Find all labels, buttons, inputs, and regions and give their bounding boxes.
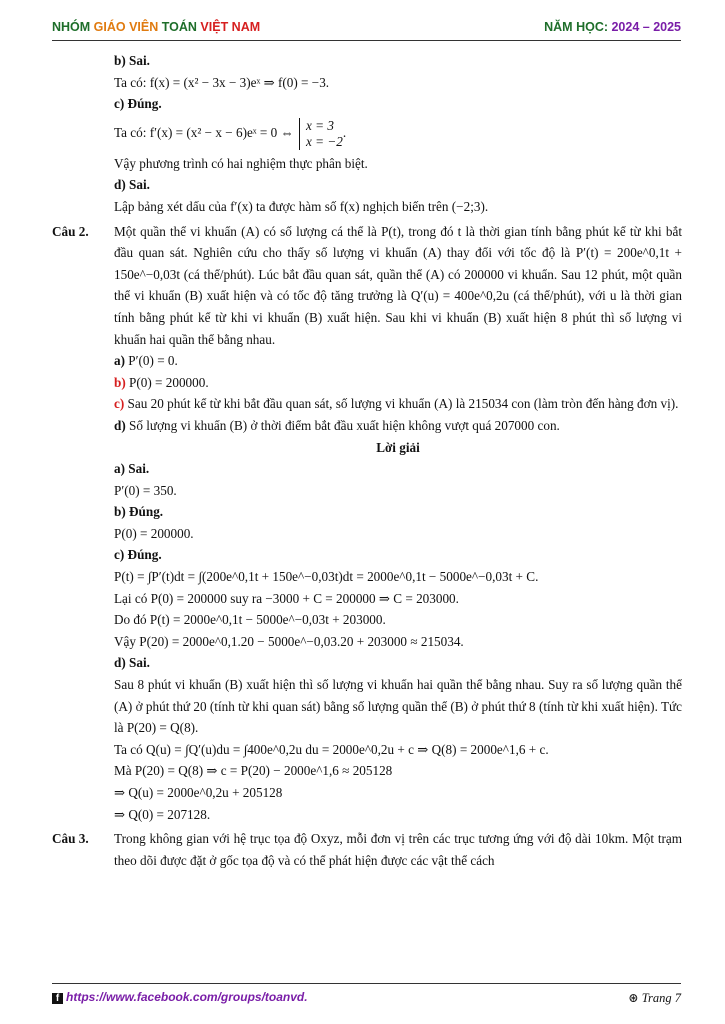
page-header xyxy=(52,20,681,40)
solution-bracket xyxy=(299,118,343,150)
header-school-year xyxy=(544,20,681,34)
answer-label: c) Đúng. xyxy=(114,547,162,563)
option-label: d) xyxy=(114,417,126,433)
page-number-text: Trang 7 xyxy=(641,991,681,1005)
math-line: Ta có: f(x) = (x² − 3x − 3)eˣ ⇒ f(0) = −3. xyxy=(114,74,330,90)
option-text: P′(0) = 0. xyxy=(128,353,178,369)
header-text: NHÓM xyxy=(52,20,94,34)
option-label: a) xyxy=(114,353,125,369)
option-label: b) xyxy=(114,374,126,390)
option-b xyxy=(114,372,682,394)
answer-label: d) Sai. xyxy=(114,177,150,193)
facebook-group-link[interactable]: https://www.facebook.com/groups/toanvd. xyxy=(66,990,308,1004)
root: x = 3 xyxy=(306,117,334,133)
question-3 xyxy=(52,828,682,871)
math-line: P(t) = ∫P′(t)dt = ∫(200e^0,1t + 150e^−0,03t)dt = 2000e^0,1t − 5000e^−0,03t + C. xyxy=(114,569,539,585)
math-line: Vậy P(20) = 2000e^0,1.20 − 5000e^−0,03.20 + 203000 ≈ 215034. xyxy=(114,633,464,649)
solution-heading: Lời giải xyxy=(376,439,420,455)
math-line: Ta có: f′(x) = (x² − x − 6)eˣ = 0 ⇔ x = 3 x = −2 . xyxy=(114,117,347,149)
question-text: Một quần thể vi khuẩn (A) có số lượng cá thể là P(t), trong đó t là thời gian tính bằng phút kể từ khi bắt đầu quan sát. Nghiên cứu cho thấy số lượng vi khuẩn (A) thay đổi với tốc độ là P′(t) = 200e^0,1t + 150e^−0,03t (cá thể/phút). Lúc bắt đầu quan sát, quần thể (A) có 200000 vi khuẩn. Sau 12 phút, một quần thể vi khuẩn (B) xuất hiện và có tốc độ tăng trưởng là Q′(u) = 400e^0,2u (cá thể/phút), với u là thời gian tính bằng phút kể từ khi vi khuẩn (B) xuất hiện. Sau khi vi khuẩn (B) xuất hiện 8 phút thì số lượng vi khuẩn hai quần thể bằng nhau. xyxy=(114,223,682,347)
header-text: VIỆT NAM xyxy=(200,20,261,34)
math-line: P(0) = 200000. xyxy=(114,525,194,541)
math-line: ⇒ Q(u) = 2000e^0,2u + 205128 xyxy=(114,785,283,800)
math-line: ⇒ Q(0) = 207128. xyxy=(114,806,211,822)
option-d xyxy=(114,415,682,437)
option-text: P(0) = 200000. xyxy=(129,374,209,390)
math-line: Do đó P(t) = 2000e^0,1t − 5000e^−0,03t + 203000. xyxy=(114,612,386,628)
header-divider xyxy=(52,40,681,41)
header-text: NĂM HỌC: xyxy=(544,20,612,34)
text-line: Sau 8 phút vi khuẩn (B) xuất hiện thì số lượng vi khuẩn hai quần thể bằng nhau. Suy ra số lượng quần thể (A) ở phút thứ 20 (tính từ khi quan sát) bằng số lượng quần thể (B) ở phút thứ 8 (tính từ khi xuất hiện). Tức là P(20) = Q(8). xyxy=(114,677,682,736)
math-line: Lại có P(0) = 200000 suy ra −3000 + C = 200000 ⇒ C = 203000. xyxy=(114,590,459,606)
page-content xyxy=(52,50,682,871)
text-line: Vậy phương trình có hai nghiệm thực phân biệt. xyxy=(114,155,368,171)
question-label: Câu 2. xyxy=(52,223,89,239)
answer-label: c) Đúng. xyxy=(114,96,162,112)
header-group-name xyxy=(52,20,260,34)
header-text: TOÁN xyxy=(161,20,201,34)
math-text: Ta có: f′(x) = (x² − x − 6)eˣ = 0 ⇔ xyxy=(114,124,294,140)
question-label: Câu 3. xyxy=(52,831,89,847)
math-line: P′(0) = 350. xyxy=(114,482,177,498)
text-line: Lập bảng xét dấu của f′(x) ta được hàm số f(x) nghịch biến trên (−2;3). xyxy=(114,198,489,214)
header-text: 2024 – 2025 xyxy=(611,20,681,34)
header-text: GIÁO VIÊN xyxy=(93,20,162,34)
math-line: Ta có Q(u) = ∫Q′(u)du = ∫400e^0,2u du = 2000e^0,2u + c ⇒ Q(8) = 2000e^1,6 + c. xyxy=(114,741,549,757)
option-text: Số lượng vi khuẩn (B) ở thời điểm bắt đầu xuất hiện không vượt quá 207000 con. xyxy=(129,417,560,433)
option-label: c) xyxy=(114,396,125,412)
option-text: Sau 20 phút kể từ khi bắt đầu quan sát, số lượng vi khuẩn (A) là 215034 con (làm tròn đến hàng đơn vị). xyxy=(127,396,679,412)
facebook-icon: f xyxy=(52,993,63,1004)
footer-divider xyxy=(52,983,681,984)
question-2 xyxy=(52,221,682,351)
question-text: Trong không gian với hệ trục tọa độ Oxyz, mỗi đơn vị trên các trục tương ứng với độ dài 10km. Một trạm theo dõi được đặt ở gốc tọa độ và có thể phát hiện được các vật thể cách xyxy=(114,831,682,868)
math-line: Mà P(20) = Q(8) ⇒ c = P(20) − 2000e^1,6 ≈ 205128 xyxy=(114,763,393,779)
footer-link-wrapper xyxy=(52,990,308,1004)
option-c xyxy=(114,393,682,415)
answer-label: b) Đúng. xyxy=(114,504,164,520)
answer-label: a) Sai. xyxy=(114,461,150,477)
root: x = −2 xyxy=(306,133,343,149)
page-number: ⊛ Trang 7 xyxy=(628,991,681,1005)
option-a xyxy=(114,350,682,372)
answer-label: b) Sai. xyxy=(114,53,150,68)
answer-label: d) Sai. xyxy=(114,655,150,671)
